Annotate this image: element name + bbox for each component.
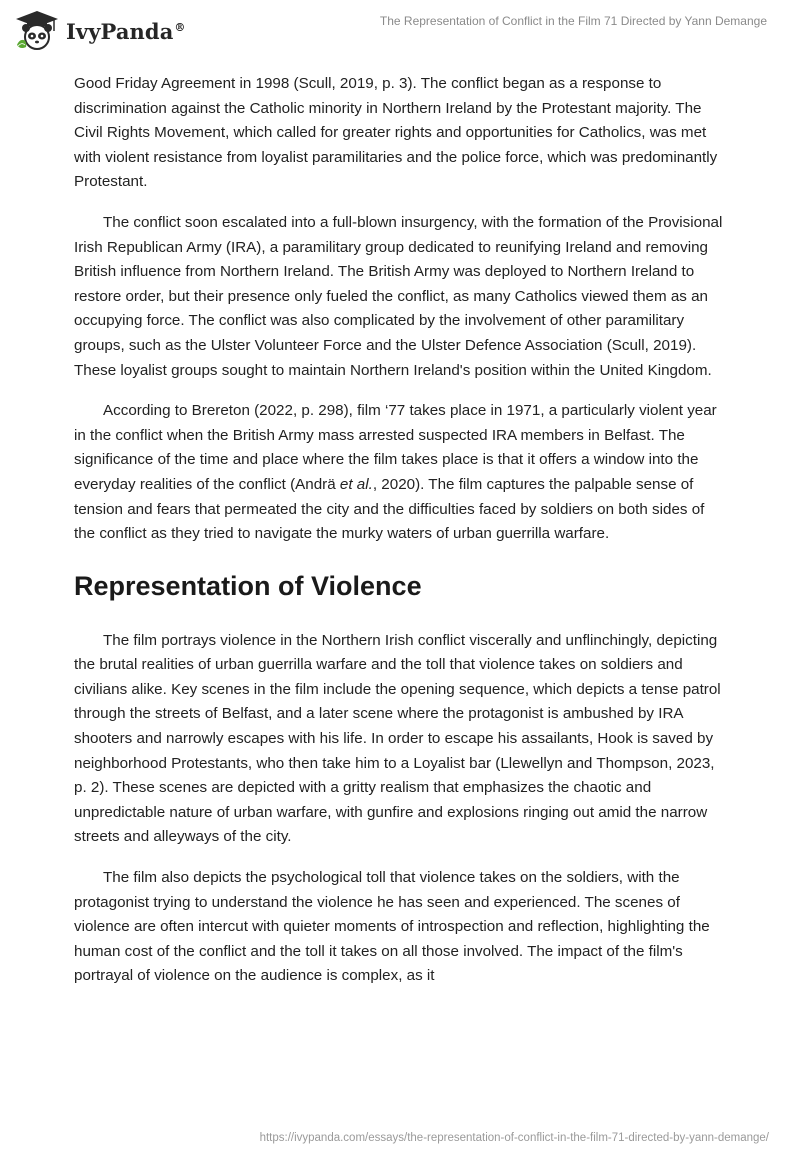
document-title: The Representation of Conflict in the Film 71 Directed by Yann Demange [379, 14, 767, 28]
paragraph-4: The film portrays violence in the Northern Irish conflict viscerally and unflinchingly, depicting the brutal realities of urban guerrilla warfare and the toll that violence takes on soldiers and civilians alike. Key scenes in the film include the opening sequence, which depicts a tense patrol through the streets of Belfast, and a later scene where the protagonist is ambushed by IRA shooters and narrowly escapes with his life. In order to escape his assailants, Hook is saved by neighborhood Protestants, who then take him to a Loyalist bar (Llewellyn and Thompson, 2023, p. 2). These scenes are depicted with a gritty realism that emphasizes the chaotic and unpredictable nature of urban warfare, with gunfire and explosions ringing out amid the narrow streets and alleyways of the city. [74, 631, 721, 846]
section-heading: Representation of Violence [74, 570, 422, 601]
italic-citation: et al. [339, 475, 373, 493]
paragraph-5: The film also depicts the psychological toll that violence takes on the soldiers, with the protagonist trying to understand the violence he has seen and experienced. The scenes of violence are often intercut with quieter moments of introspection and reflection, highlighting the human cost of the conflict and the toll it takes on all those involved. The impact of the film's portrayal of violence on the audience is complex, as it [74, 869, 710, 985]
source-url[interactable]: https://ivypanda.com/essays/the-representation-of-conflict-in-the-film-71-directed-by-yann-demange/ [259, 1132, 769, 1144]
ivypanda-logo[interactable] [14, 10, 186, 52]
paragraph-2: The conflict soon escalated into a full-blown insurgency, with the formation of the Provisional Irish Republican Army (IRA), a paramilitary group dedicated to reunifying Ireland and removing British influence from Northern Ireland. The British Army was deployed to Northern Ireland to restore order, but their presence only fueled the conflict, as many Catholics viewed them as an occupying force. The conflict was also complicated by the involvement of other paramilitary groups, such as the Ulster Volunteer Force and the Ulster Defence Association (Scull, 2019). These loyalist groups sought to maintain Northern Ireland's position within the United Kingdom. [74, 213, 723, 379]
paragraph-3: According to Brereton (2022, p. 298), film ‘77 takes place in 1971, a particularly violent year in the conflict when the British Army mass arrested suspected IRA members in Belfast. The significance of the time and place where the film takes place is that it offers a window into the everyday realities of the conflict (Andrä et al., 2020). The film captures the palpable sense of tension and fears that permeated the city and the difficulties faced by soldiers on both sides of the conflict as they tried to navigate the murky waters of urban guerrilla warfare. [74, 402, 717, 543]
essay-body [74, 72, 726, 1005]
panda-graduate-icon [14, 9, 60, 53]
paragraph-1: Good Friday Agreement in 1998 (Scull, 2019, p. 3). The conflict began as a response to discrimination against the Catholic minority in Northern Ireland by the Protestant majority. The Civil Rights Movement, which called for greater rights and opportunities for Catholics, was met with violent resistance from loyalist paramilitaries and the police force, which was predominantly Protestant. [74, 75, 718, 191]
page-header [0, 0, 800, 62]
brand-name: IvyPanda® [66, 18, 186, 44]
